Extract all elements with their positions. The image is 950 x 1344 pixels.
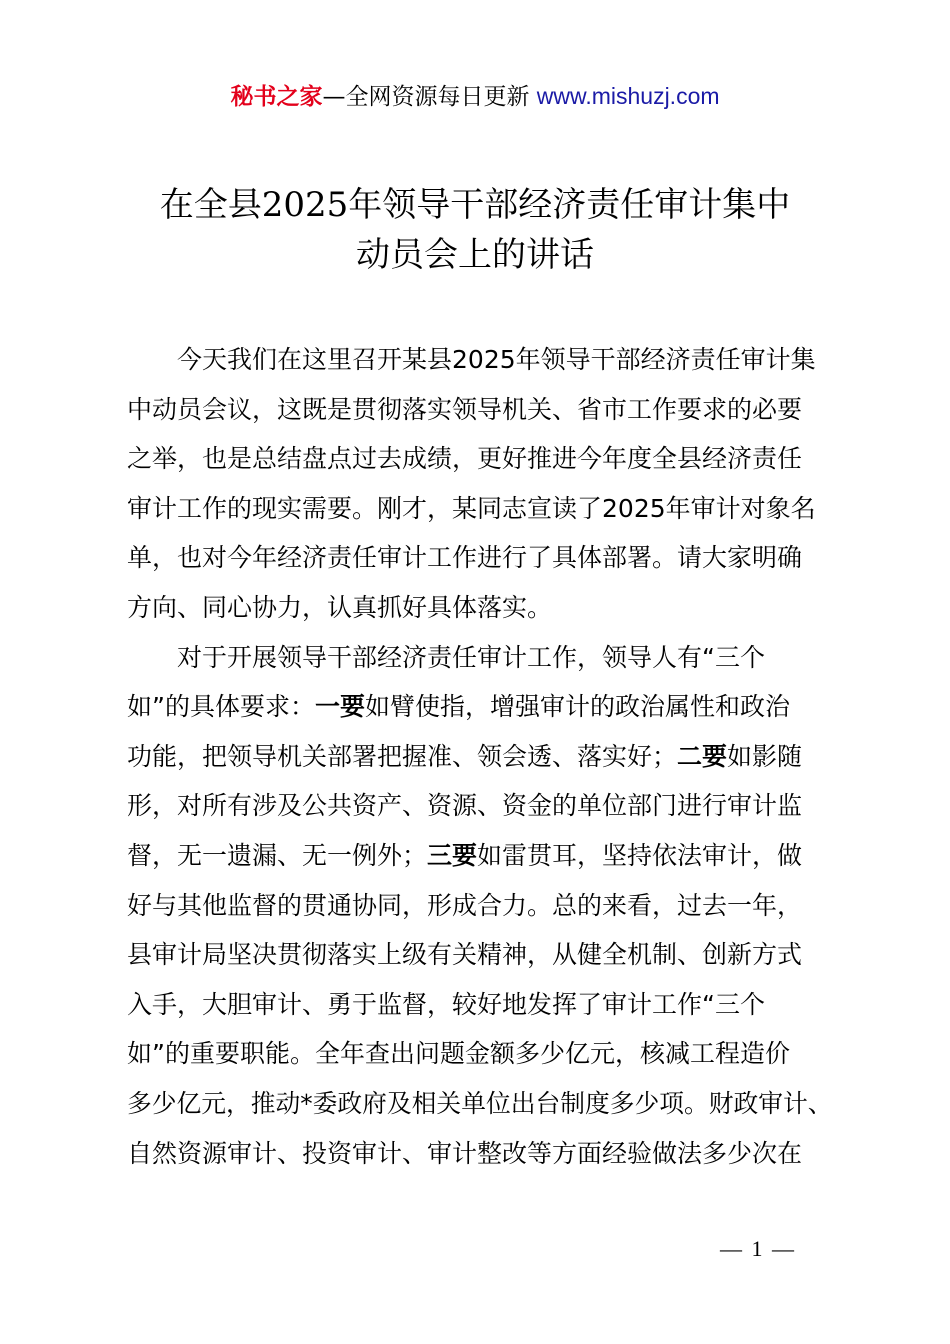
- body-line: 方向、同心协力，认真抓好具体落实。: [127, 592, 553, 622]
- emphasis-third: 三要: [427, 840, 478, 870]
- body-line: [127, 831, 833, 881]
- body-text-span: 如”的具体要求：: [127, 692, 315, 722]
- title-line-1: 在全县2025年领导干部经济责任审计集中: [159, 185, 791, 225]
- title-line-2: 动员会上的讲话: [356, 235, 594, 275]
- body-line: 如”的重要职能。全年查出问题金额多少亿元，核减工程造价: [127, 1039, 790, 1069]
- body-line: 入手，大胆审计、勇于监督，较好地发挥了审计工作“三个: [127, 989, 765, 1019]
- body-line: 自然资源审计、投资审计、审计整改等方面经验做法多少次在: [127, 1138, 803, 1168]
- body-line: 县审计局坚决贯彻落实上级有关精神，从健全机制、创新方式: [127, 940, 803, 970]
- page-number: — 1 —: [720, 1236, 796, 1261]
- site-brand: 秘书之家: [230, 84, 323, 110]
- body-line: 中动员会议，这既是贯彻落实领导机关、省市工作要求的必要: [127, 394, 803, 424]
- body-line: 单，也对今年经济责任审计工作进行了具体部署。请大家明确: [127, 543, 803, 573]
- body-text-span: 如臂使指，增强审计的政治属性和政治: [364, 692, 790, 722]
- site-url-link[interactable]: www.mishuzj.com: [536, 83, 720, 109]
- body-text-span: 如雷贯耳，坚持依法审计，做: [477, 840, 803, 870]
- body-text-span: 督，无一遗漏、无一例外；: [127, 840, 428, 870]
- body-line: 多少亿元，推动*委政府及相关单位出台制度多少项。财政审计、: [127, 1088, 833, 1118]
- site-header: [0, 80, 950, 113]
- document-title: [0, 180, 950, 280]
- body-line: 审计工作的现实需要。刚才，某同志宣读了2025年审计对象名: [127, 493, 816, 523]
- body-line: 形，对所有涉及公共资产、资源、资金的单位部门进行审计监: [127, 791, 803, 821]
- site-tagline: —全网资源每日更新: [322, 84, 530, 110]
- body-line: 之举，也是总结盘点过去成绩，更好推进今年度全县经济责任: [127, 444, 803, 474]
- body-line: [127, 682, 833, 732]
- body-text-span: 如影随: [727, 741, 803, 771]
- body-line: 对于开展领导干部经济责任审计工作，领导人有“三个: [177, 642, 765, 672]
- body-line: [127, 732, 833, 782]
- body-line: 今天我们在这里召开某县2025年领导干部经济责任审计集: [177, 345, 816, 374]
- body-text-span: 功能，把领导机关部署把握准、领会透、落实好；: [127, 741, 678, 771]
- document-body: [127, 335, 833, 1178]
- body-line: 好与其他监督的贯通协同，形成合力。总的来看，过去一年，: [127, 890, 803, 920]
- emphasis-second: 二要: [677, 741, 728, 771]
- emphasis-first: 一要: [314, 692, 365, 722]
